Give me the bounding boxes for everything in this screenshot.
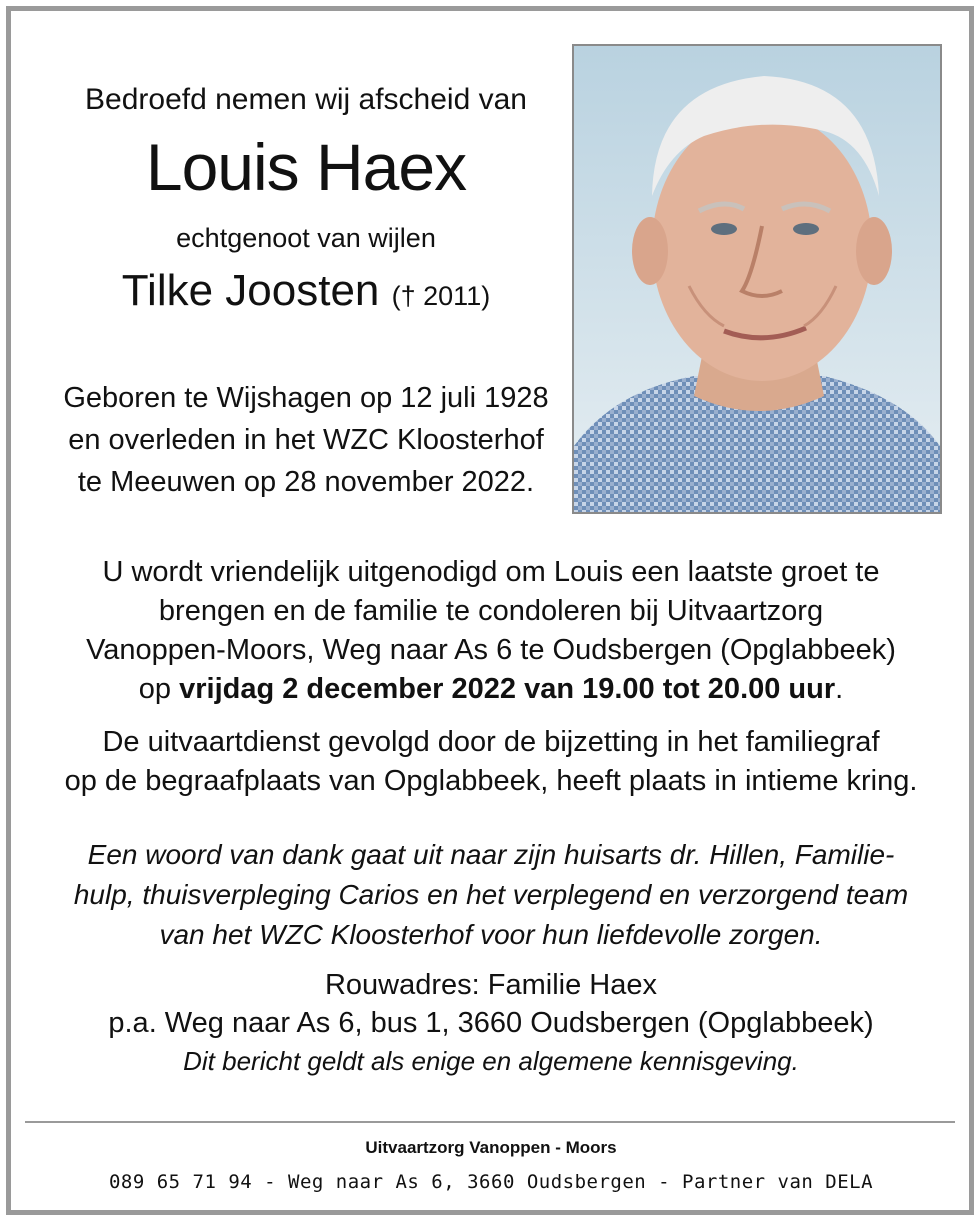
invitation-line: Vanoppen-Moors, Weg naar As 6 te Oudsbergen (Opglabbeek) [86, 634, 896, 666]
thanks-text [41, 835, 941, 955]
deceased-name: Louis Haex [145, 130, 467, 204]
service-line: De uitvaartdienst gevolgd door de bijzetting in het familiegraf [102, 726, 880, 758]
address-line: Rouwadres: Familie Haex [324, 969, 657, 1001]
funeral-home-contact: 089 65 71 94 - Weg naar As 6, 3660 Oudsbergen - Partner van DELA [108, 1171, 874, 1193]
invitation-text [21, 553, 961, 709]
service-text [21, 723, 961, 801]
spouse-name: Tilke Joosten [121, 266, 380, 315]
funeral-home-name: Uitvaartzorg Vanoppen - Moors [365, 1138, 617, 1157]
bio-text [41, 377, 571, 503]
invitation-line [21, 670, 961, 709]
spouse-death-year: († 2011) [391, 281, 491, 311]
footer-divider [25, 1121, 955, 1123]
invitation-line: brengen en de familie te condoleren bij Uitvaartzorg [158, 595, 824, 627]
spouse-intro-text: echtgenoot van wijlen [176, 223, 436, 253]
visitation-date-time: vrijdag 2 december 2022 van 19.00 tot 20.00 uur [179, 673, 836, 705]
thanks-line: Een woord van dank gaat uit naar zijn huisarts dr. Hillen, Familie- [87, 839, 895, 870]
portrait-illustration [574, 46, 940, 512]
notice-text: Dit bericht geldt als enige en algemene kennisgeving. [183, 1046, 799, 1076]
invitation-prefix: op [138, 673, 172, 705]
intro-text: Bedroefd nemen wij afscheid van [85, 83, 527, 116]
bio-line: en overleden in het WZC Kloosterhof [68, 424, 544, 456]
thanks-line: van het WZC Kloosterhof voor hun liefdevolle zorgen. [159, 919, 823, 950]
bio-line: te Meeuwen op 28 november 2022. [77, 466, 535, 498]
thanks-line: hulp, thuisverpleging Carios en het verplegend en verzorgend team [73, 879, 909, 910]
address-line: p.a. Weg naar As 6, bus 1, 3660 Oudsbergen (Opglabbeek) [108, 1007, 874, 1039]
invitation-suffix: . [835, 673, 844, 705]
spouse-line [51, 266, 561, 316]
bio-line: Geboren te Wijshagen op 12 juli 1928 [63, 382, 549, 414]
mourning-address [21, 966, 961, 1042]
invitation-line: U wordt vriendelijk uitgenodigd om Louis een laatste groet te [102, 556, 880, 588]
service-line: op de begraafplaats van Opglabbeek, heeft plaats in intieme kring. [64, 765, 918, 797]
obituary-card [6, 6, 974, 1215]
portrait-photo [572, 44, 942, 514]
